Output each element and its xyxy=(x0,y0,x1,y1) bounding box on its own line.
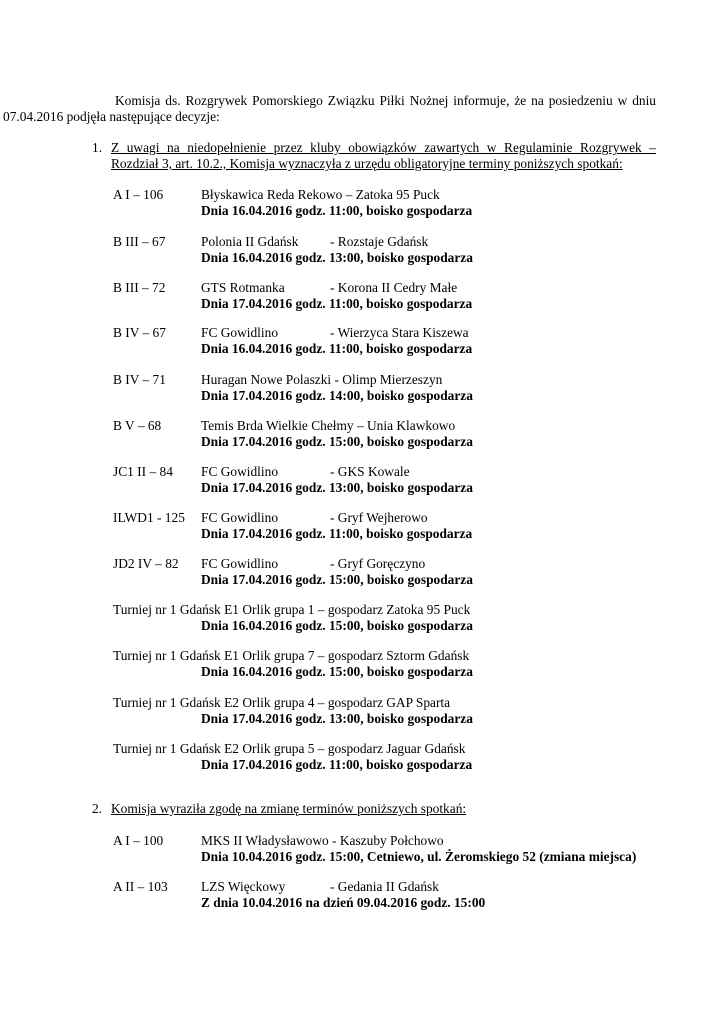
match-code: A I – 100 xyxy=(113,833,164,848)
match-code: B III – 72 xyxy=(113,280,166,295)
match-code: ILWD1 - 125 xyxy=(113,510,185,525)
match-date: Z dnia 10.04.2016 na dzień 09.04.2016 godz. 15:00 xyxy=(201,895,486,910)
match-date: Dnia 16.04.2016 godz. 13:00, boisko gospodarza xyxy=(201,250,473,265)
intro-line-1: Komisja ds. Rozgrywek Pomorskiego Związku Piłki Nożnej informuje, że na posiedzeniu w dniu xyxy=(115,93,656,108)
tournament-title: Turniej nr 1 Gdańsk E2 Orlik grupa 5 – gospodarz Jaguar Gdańsk xyxy=(113,741,466,756)
match-teams: Błyskawica Reda Rekowo – Zatoka 95 Puck xyxy=(201,187,440,202)
match-away-team: - Wierzyca Stara Kiszewa xyxy=(330,325,469,340)
tournament-date: Dnia 17.04.2016 godz. 11:00, boisko gospodarza xyxy=(201,757,473,772)
match-date: Dnia 17.04.2016 godz. 14:00, boisko gospodarza xyxy=(201,388,473,403)
match-teams: Temis Brda Wielkie Chełmy – Unia Klawkowo xyxy=(201,418,456,433)
tournament-date: Dnia 17.04.2016 godz. 13:00, boisko gospodarza xyxy=(201,711,473,726)
section-1-line-2: Rozdział 3, art. 10.2., Komisja wyznaczyła z urzędu obligatoryjne terminy poniższych spotkań: xyxy=(111,156,623,171)
match-away-team: - Korona II Cedry Małe xyxy=(330,280,458,295)
tournament-title: Turniej nr 1 Gdańsk E1 Orlik grupa 7 – gospodarz Sztorm Gdańsk xyxy=(113,648,470,663)
match-home-team: FC Gowidlino xyxy=(201,464,279,479)
match-code: B IV – 67 xyxy=(113,325,166,340)
match-home-team: GTS Rotmanka xyxy=(201,280,285,295)
tournament-date: Dnia 16.04.2016 godz. 15:00, boisko gospodarza xyxy=(201,618,473,633)
tournament-title: Turniej nr 1 Gdańsk E1 Orlik grupa 1 – gospodarz Zatoka 95 Puck xyxy=(113,602,471,617)
match-teams: Huragan Nowe Polaszki - Olimp Mierzeszyn xyxy=(201,372,443,387)
match-away-team: - Gedania II Gdańsk xyxy=(330,879,439,894)
section-2-number: 2. xyxy=(92,801,103,816)
match-date: Dnia 17.04.2016 godz. 15:00, boisko gospodarza xyxy=(201,434,473,449)
match-code: A I – 106 xyxy=(113,187,164,202)
section-2-line-1: Komisja wyraziła zgodę na zmianę terminów poniższych spotkań: xyxy=(111,801,467,816)
match-code: A II – 103 xyxy=(113,879,168,894)
match-date: Dnia 16.04.2016 godz. 11:00, boisko gospodarza xyxy=(201,203,473,218)
intro-paragraph xyxy=(3,93,656,125)
match-date: Dnia 17.04.2016 godz. 15:00, boisko gospodarza xyxy=(201,572,473,587)
section-2-text xyxy=(111,801,656,817)
match-away-team: - Gryf Wejherowo xyxy=(330,510,428,525)
match-away-team: - Gryf Goręczyno xyxy=(330,556,426,571)
intro-line-2: 07.04.2016 podjęła następujące decyzje: xyxy=(3,109,220,124)
match-home-team: FC Gowidlino xyxy=(201,510,279,525)
match-date: Dnia 10.04.2016 godz. 15:00, Cetniewo, ul. Żeromskiego 52 (zmiana miejsca) xyxy=(201,849,637,864)
tournament-date: Dnia 16.04.2016 godz. 15:00, boisko gospodarza xyxy=(201,664,473,679)
match-code: JD2 IV – 82 xyxy=(113,556,179,571)
match-date: Dnia 16.04.2016 godz. 11:00, boisko gospodarza xyxy=(201,341,473,356)
section-1-line-1: Z uwagi na niedopełnienie przez kluby obowiązków zawartych w Regulaminie Rozgrywek – xyxy=(111,140,656,155)
match-code: B V – 68 xyxy=(113,418,162,433)
tournament-title: Turniej nr 1 Gdańsk E2 Orlik grupa 4 – gospodarz GAP Sparta xyxy=(113,695,451,710)
match-date: Dnia 17.04.2016 godz. 11:00, boisko gospodarza xyxy=(201,296,473,311)
match-date: Dnia 17.04.2016 godz. 11:00, boisko gospodarza xyxy=(201,526,473,541)
match-home-team: LZS Więckowy xyxy=(201,879,286,894)
match-teams: MKS II Władysławowo - Kaszuby Połchowo xyxy=(201,833,444,848)
section-1-text xyxy=(111,140,656,172)
match-code: B III – 67 xyxy=(113,234,166,249)
match-code: B IV – 71 xyxy=(113,372,166,387)
match-home-team: FC Gowidlino xyxy=(201,556,279,571)
match-home-team: FC Gowidlino xyxy=(201,325,279,340)
match-code: JC1 II – 84 xyxy=(113,464,173,479)
match-date: Dnia 17.04.2016 godz. 13:00, boisko gospodarza xyxy=(201,480,473,495)
match-home-team: Polonia II Gdańsk xyxy=(201,234,299,249)
section-1-number: 1. xyxy=(92,140,103,155)
match-away-team: - GKS Kowale xyxy=(330,464,410,479)
match-away-team: - Rozstaje Gdańsk xyxy=(330,234,429,249)
